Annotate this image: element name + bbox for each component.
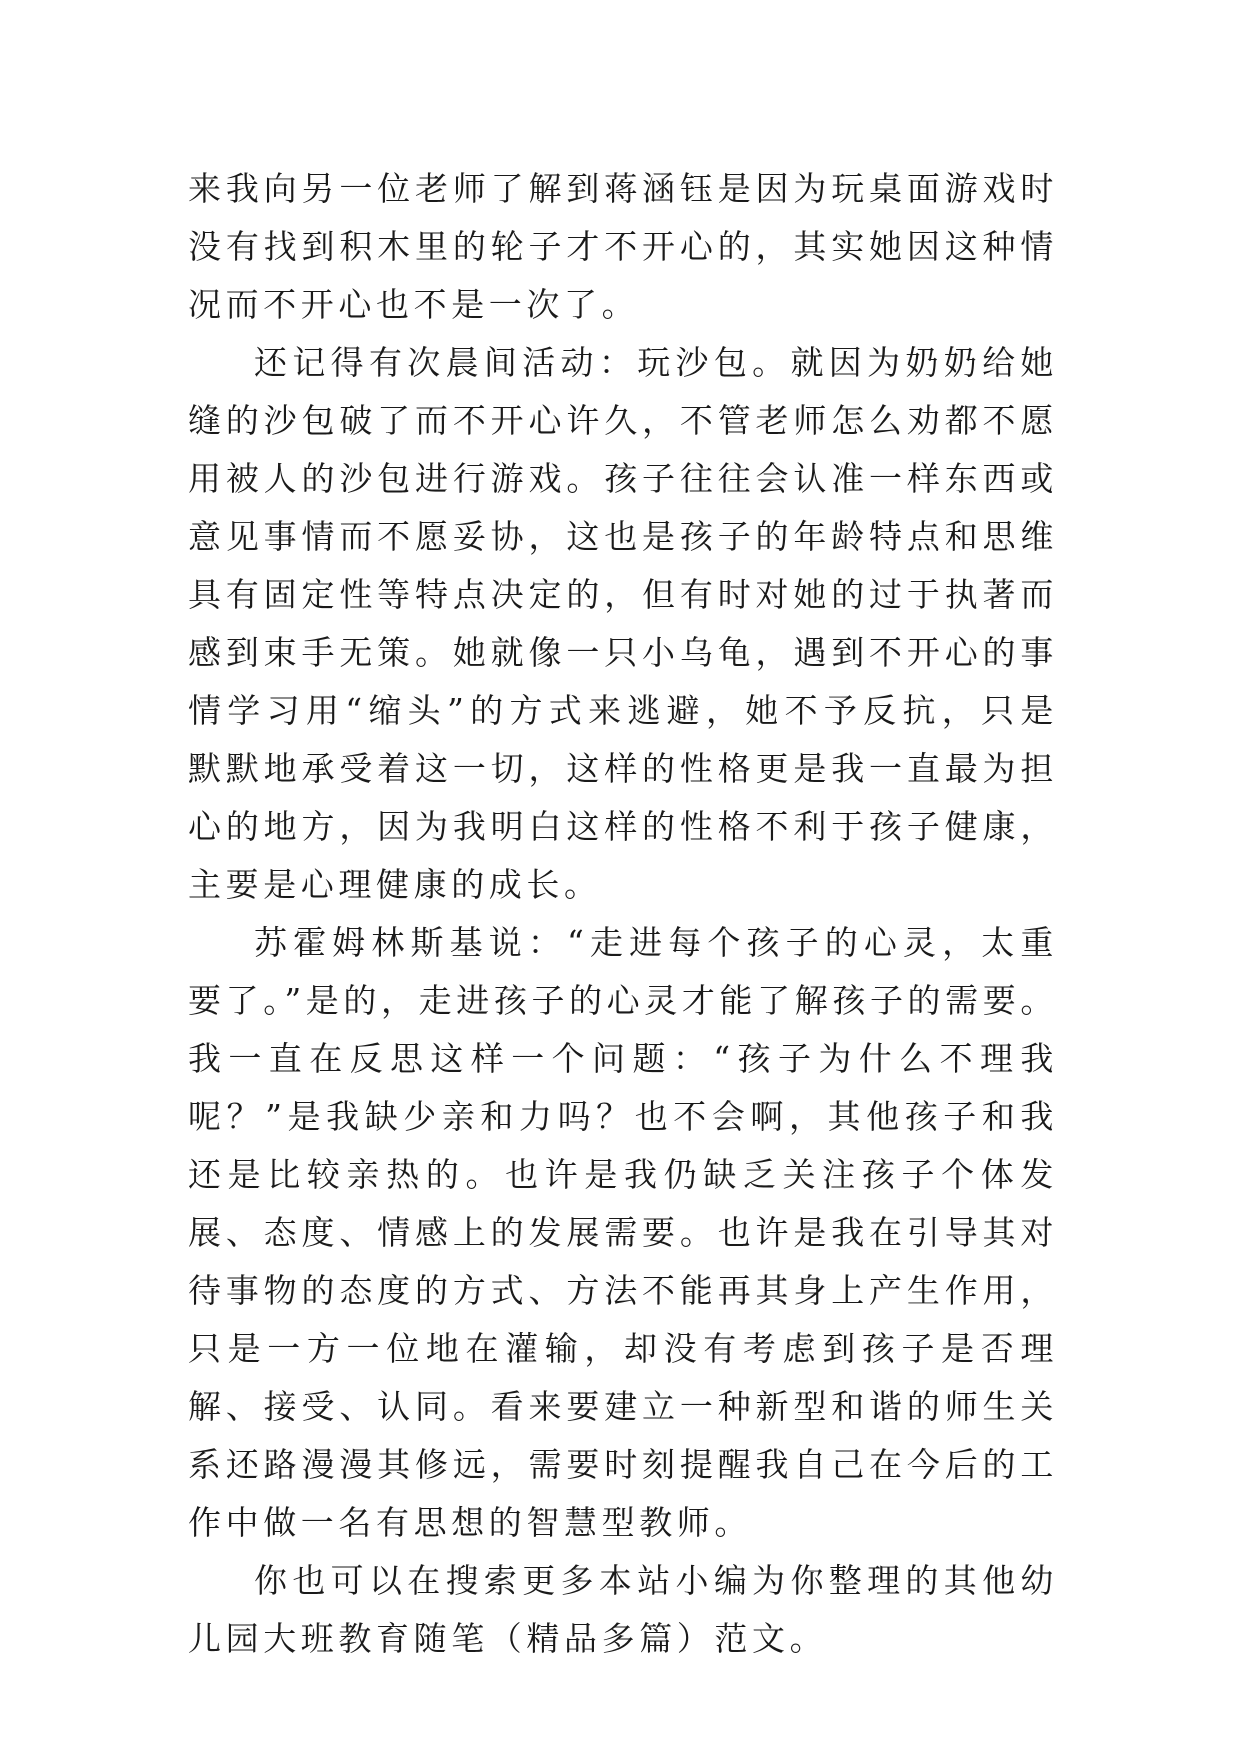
paragraph-closing-note: 你也可以在搜索更多本站小编为你整理的其他幼儿园大班教育随笔（精品多篇）范文。: [188, 1561, 1058, 1658]
paragraph-reflection: 苏霍姆林斯基说：“走进每个孩子的心灵，太重要了。”是的，走进孩子的心灵才能了解孩子的需要。我一直在反思这样一个问题：“孩子为什么不理我呢？”是我缺少亲和力吗？也不会啊，其他孩子和我还是比较亲热的。也许是我仍缺乏关注孩子个体发展、态度、情感上的发展需要。也许是我在引导其对待事物的态度的方式、方法不能再其身上产生作用，只是一方一位地在灌输，却没有考虑到孩子是否理解、接受、认同。看来要建立一种新型和谐的师生关系还路漫漫其修远，需要时刻提醒我自己在今后的工作中做一名有思想的智慧型教师。: [188, 923, 1058, 1542]
paragraph-sandbag-story: 还记得有次晨间活动：玩沙包。就因为奶奶给她缝的沙包破了而不开心许久，不管老师怎么劝都不愿用被人的沙包进行游戏。孩子往往会认准一样东西或意见事情而不愿妥协，这也是孩子的年龄特点和思维具有固定性等特点决定的，但有时对她的过于执著而感到束手无策。她就像一只小乌龟，遇到不开心的事情学习用“缩头”的方式来逃避，她不予反抗，只是默默地承受着这一切，这样的性格更是我一直最为担心的地方，因为我明白这样的性格不利于孩子健康，主要是心理健康的成长。: [188, 343, 1058, 904]
paragraph-continuation: 来我向另一位老师了解到蒋涵钰是因为玩桌面游戏时没有找到积木里的轮子才不开心的，其实她因这种情况而不开心也不是一次了。: [188, 169, 1058, 324]
document-body: [188, 160, 1058, 1668]
